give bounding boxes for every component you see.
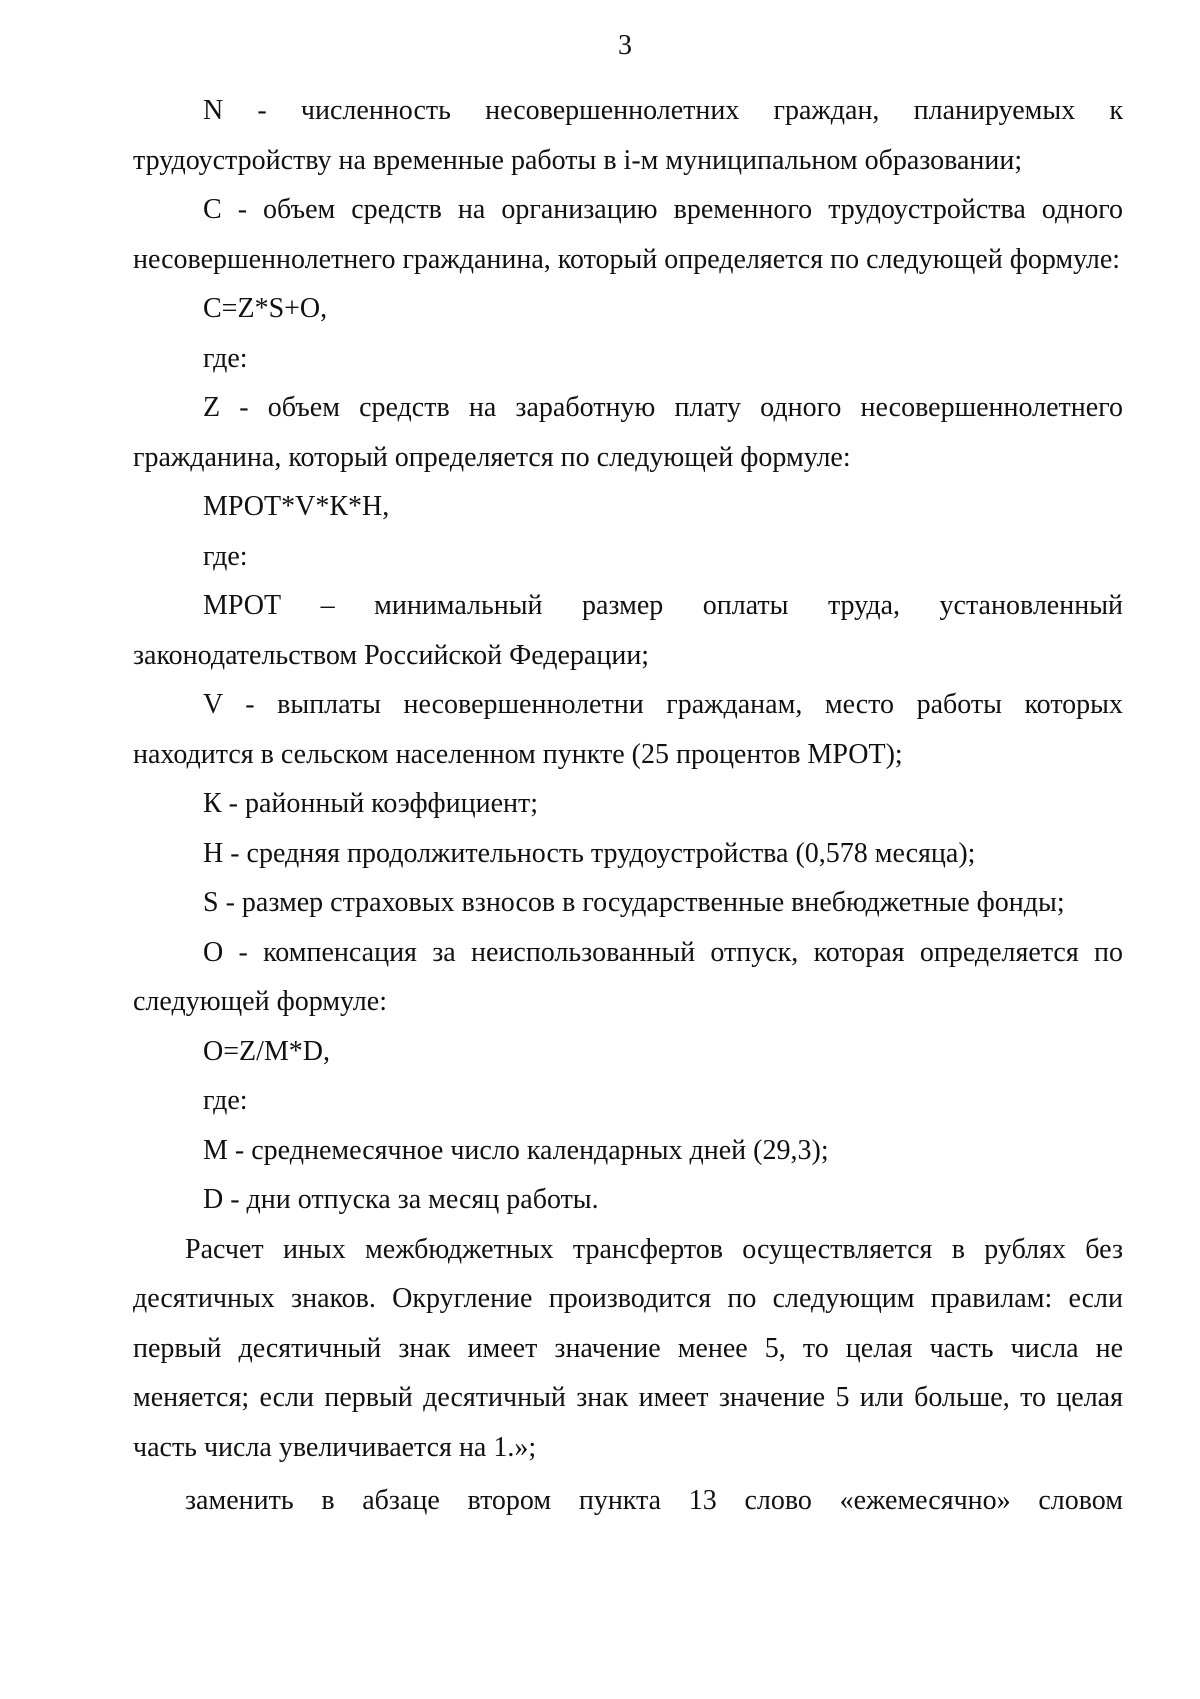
document-body [133,86,1123,1526]
formula-c: C=Z*S+O, [203,293,328,324]
paragraph-mrot-definition: МРОТ – минимальный размер оплаты труда, установленный законодательством Российской Федерации; [133,590,1123,671]
paragraph-h-definition: Н - средняя продолжительность трудоустройства (0,578 месяца); [203,837,976,869]
page-number: 3 [618,30,632,61]
paragraph-s-definition: S - размер страховых взносов в государственные внебюджетные фонды; [203,887,1065,918]
where-label: где: [203,540,248,572]
paragraph-d-definition: D - дни отпуска за месяц работы. [203,1184,599,1215]
where-label: где: [203,342,248,374]
where-label: где: [203,1085,248,1116]
paragraph-replace-word: заменить в абзаце втором пункта 13 слово «ежемесячно» словом [185,1485,1123,1516]
formula-z: МРОТ*V*К*Н, [203,491,390,522]
paragraph-z-definition: Z - объем средств на заработную плату одного несовершеннолетнего гражданина, который определяется по следующей формуле: [133,392,1123,473]
paragraph-n-definition: N - численность несовершеннолетних граждан, планируемых к трудоустройству на временные работы в i-м муниципальном образовании; [133,95,1123,176]
formula-o: O=Z/M*D, [203,1035,331,1067]
paragraph-m-definition: M - среднемесячное число календарных дней (29,3); [203,1134,829,1166]
paragraph-c-definition: C - объем средств на организацию временного трудоустройства одного несовершеннолетнего гражданина, который определяется по следующей формуле: [133,194,1123,275]
paragraph-calculation-rules: Расчет иных межбюджетных трансфертов осуществляется в рублях без десятичных знаков. Округление производится по следующим правилам: если первый десятичный знак имеет значение менее 5, то целая часть числа не меняется; если первый десятичный знак имеет значение 5 или больше, то целая часть числа увеличивается на 1.»; [133,1233,1123,1463]
paragraph-k-definition: К - районный коэффициент; [203,788,539,819]
paragraph-v-definition: V - выплаты несовершеннолетни гражданам, место работы которых находится в сельском населенном пункте (25 процентов МРОТ); [133,689,1123,770]
paragraph-o-definition: O - компенсация за неиспользованный отпуск, которая определяется по следующей формуле: [133,936,1123,1017]
